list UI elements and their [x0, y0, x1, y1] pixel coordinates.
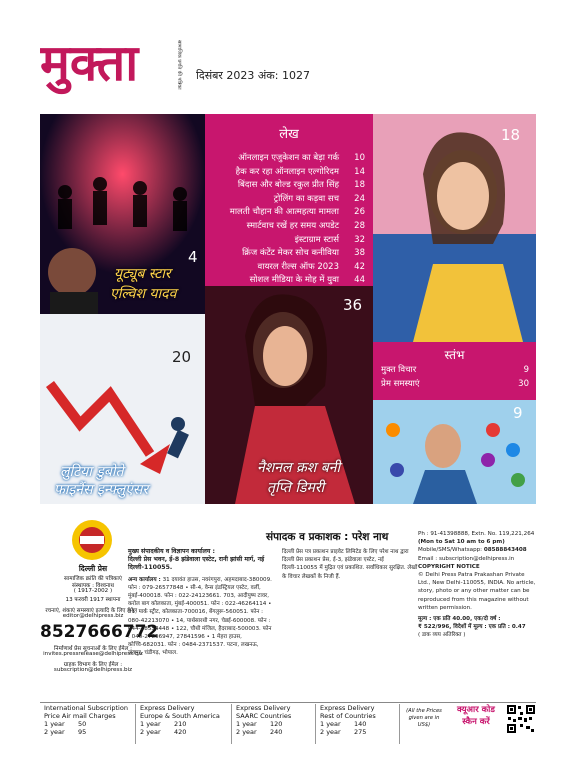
tile-youtube-star[interactable] [40, 114, 205, 314]
publisher-years: ( 1917-2002 ) [73, 588, 113, 594]
publisher-established: 13 फरवरी 1917 स्थापना [65, 597, 121, 603]
caption-line-2: एल्विश यादव [110, 286, 177, 302]
contact-phone[interactable]: 8527666772 [40, 622, 159, 642]
contents-heading: लेख [279, 127, 299, 142]
phone-line: Ph : 91-41398888, Extn. No. 119,221,264 [418, 531, 535, 537]
delhi-press-logo [62, 518, 122, 562]
contents-item[interactable]: क्रिंज कंटेंट मेकर सोच कनीविया 38 [242, 248, 365, 259]
price-line-1: मूल्य : एक प्रति 40.00, एक/दो वर्ष : [418, 616, 501, 623]
office-heading: मुख्य संपादकीय व विज्ञापन कार्यालय : [128, 548, 216, 555]
page-number: 36 [343, 296, 363, 314]
publisher-founder: संस्थापक : विश्वनाथ [72, 583, 114, 589]
publisher-name: दिल्ली प्रेस [78, 564, 108, 573]
office-column [128, 548, 274, 658]
subscription-label: ग्राहक विभाग के लिए ईमेल : [63, 662, 123, 668]
qr-label: क्यूआर कोड स्कैन करें [457, 705, 495, 727]
qr-code[interactable] [506, 704, 536, 734]
price-note: ( डाक व्यय अतिरिक्त ) [418, 632, 466, 639]
portrait-image [373, 114, 536, 342]
subscription-saarc: Express Delivery SAARC Countries 1 year 120 2 year 240 [232, 704, 316, 744]
branches-text: 31 दयावंत हाउस, नवरंगपुरा, अहमदाबाद-380009. फोन : 079-26577848 • सी-4, वेन्स इंडस्ट्रियल एस्टेट, वर्ली, मुंबई-400018. फोन : 022-24123661. 703, आदीपुष्प टावर, करोल बाग कोलकाता, मुंबई-400051. फोन : 022-46264114 • 51, पार्क स्ट्रीट, कोलकाता-700016, बेंगलुरू-560051. फोन : 080-42213070 • 14, पार्थसारथी नगर, चेन्नई-600008. फोन : 044-28554448 • 122, चौथी मंजिल, हैदराबाद-500003. फोन : 040-27896947, 27841596 • 1 मेहरा हाउस, कोच्चि-682031. फोन : 0484-2371537. पटना, लखनऊ, जयपुर, चंडीगढ़, भोपाल. [128, 576, 272, 657]
contents-item[interactable]: वायरल रील्स ऑफ 2023 42 [257, 261, 365, 272]
caption-line-1: लुटिया डुबोते [60, 464, 124, 480]
contact-email[interactable]: editor@delhipress.biz [62, 613, 124, 619]
office-hours: (Mon to Sat 10 am to 6 pm) [418, 539, 505, 546]
price-line-2: ₹ 522/996, विदेशों में मूल्य : एक प्रति : 0.47 [418, 624, 526, 631]
tile-finance-influencer[interactable] [40, 314, 205, 504]
contents-item[interactable]: बिंदास और बोल्ड रकुल प्रीत सिंह 18 [237, 180, 365, 191]
imprint-column [282, 548, 420, 581]
columns-item[interactable]: प्रेम समस्याएं 30 [381, 378, 529, 389]
press-label: निर्माणार्थ प्रेस सूचनाओं के लिए ईमेल : [53, 646, 133, 652]
tile-social-media[interactable] [373, 400, 536, 504]
imprint-text: दिल्ली प्रेस पत्र प्रकाशन प्राइवेट लिमिटेड के लिए परेश नाथ द्वारा दिल्ली प्रेस प्रकाशन प्रेस, ई-3, झंडेवाला एस्टेट, नई दिल्ली-110055 में मुद्रित एवं प्रकाशित. सर्वाधिकार सुरक्षित. लेखों के विचार लेखकों के निजी हैं. [282, 549, 418, 580]
contents-item[interactable]: इंस्टाग्राम स्टार्स 32 [294, 234, 365, 245]
email-label: Email : [418, 555, 438, 562]
subscription-email[interactable]: subscription@delhipress.biz [53, 667, 133, 673]
page-number: 18 [501, 126, 521, 144]
press-email[interactable]: invites.pressrelease@delhipress.biz [43, 651, 143, 657]
tile-rakul-preet[interactable] [373, 114, 536, 342]
contents-panel [205, 114, 373, 286]
copyright-column [418, 530, 538, 640]
qr-code-icon [506, 704, 536, 734]
email-link[interactable]: subscription@delhipress.in [438, 555, 515, 562]
contents-item[interactable]: सोशल मीडिया के मोह में युवा 44 [249, 275, 365, 286]
subscription-europe: Express Delivery Europe & South America 1 year 210 2 year 420 [136, 704, 232, 744]
page-number: 4 [188, 248, 198, 266]
columns-panel [373, 342, 536, 400]
office-address: दिल्ली प्रेस भवन, ई-8 झंडेवाला एस्टेट, रानी झांसी मार्ग, नई दिल्ली-110055. [128, 556, 265, 572]
caption-line-2: फाइनैंस इन्फ्लुएंसर [54, 482, 149, 498]
contents-item[interactable]: स्मार्टवाच रखें हर समय अपडेट 28 [246, 220, 365, 231]
publisher-desc: सामाजिक क्रांति की पत्रिकाएं [64, 576, 122, 582]
contact-label: रचनाएं, शंकाएं समस्याएं इत्यादि के लिए ईमेल : [45, 608, 141, 614]
magazine-tagline: सामाजिक प्रगति की पत्रिका [176, 40, 182, 90]
contents-item[interactable]: हैक कर रहा ऑनलाइन एल्गोरिदम 14 [235, 166, 365, 177]
columns-item[interactable]: मुक्त विचार 9 [381, 365, 529, 375]
caption-line-2: तृप्ति डिमरी [267, 480, 325, 496]
columns-list [381, 364, 529, 391]
contents-list [213, 152, 365, 288]
branches-label: अन्य कार्यालय : [128, 576, 161, 583]
svg-text:मुक्ता: मुक्ता [40, 34, 139, 92]
social-media-image [373, 400, 536, 504]
caption-line-1: यूट्यूब स्टार [114, 266, 171, 282]
contents-item[interactable]: ऑनलाइन एजुकेशन का बेड़ा गर्क 10 [238, 153, 365, 163]
price-footnote: (All the Prices given are in US$) [406, 708, 442, 728]
tile-tripti-dimri[interactable] [205, 286, 373, 504]
whatsapp-number[interactable]: 08588843408 [483, 547, 527, 554]
footer-divider [40, 702, 536, 703]
whatsapp-label: Mobile/SMS/Whatsapp: [418, 547, 483, 554]
issue-line: दिसंबर 2023 अंक: 1027 [196, 69, 310, 82]
page-number: 20 [172, 348, 192, 366]
copyright-title: COPYRIGHT NOTICE [418, 563, 480, 570]
contents-item[interactable]: मालती चौहान की आत्महत्या मामला 26 [229, 207, 365, 218]
caption-line-1: नैशनल क्रश बनी [257, 460, 341, 476]
subscription-rest: Express Delivery Rest of Countries 1 year 140 2 year 275 [316, 704, 400, 744]
page-number: 9 [513, 404, 523, 422]
columns-heading: स्तंभ [444, 348, 465, 362]
copyright-text: © Delhi Press Patra Prakashan Private Ltd., New Delhi-110055, INDIA. No article, story, photo or any other matter can be reproduced from this magazine without written permission. [418, 572, 536, 611]
editor-line: संपादक व प्रकाशक : परेश नाथ [266, 531, 389, 543]
subscription-intl: International Subscription Price Air mail Charges 1 year 50 2 year 95 [40, 704, 136, 744]
contents-item[interactable]: ट्रोलिंग का कड़वा सच 24 [273, 193, 365, 204]
